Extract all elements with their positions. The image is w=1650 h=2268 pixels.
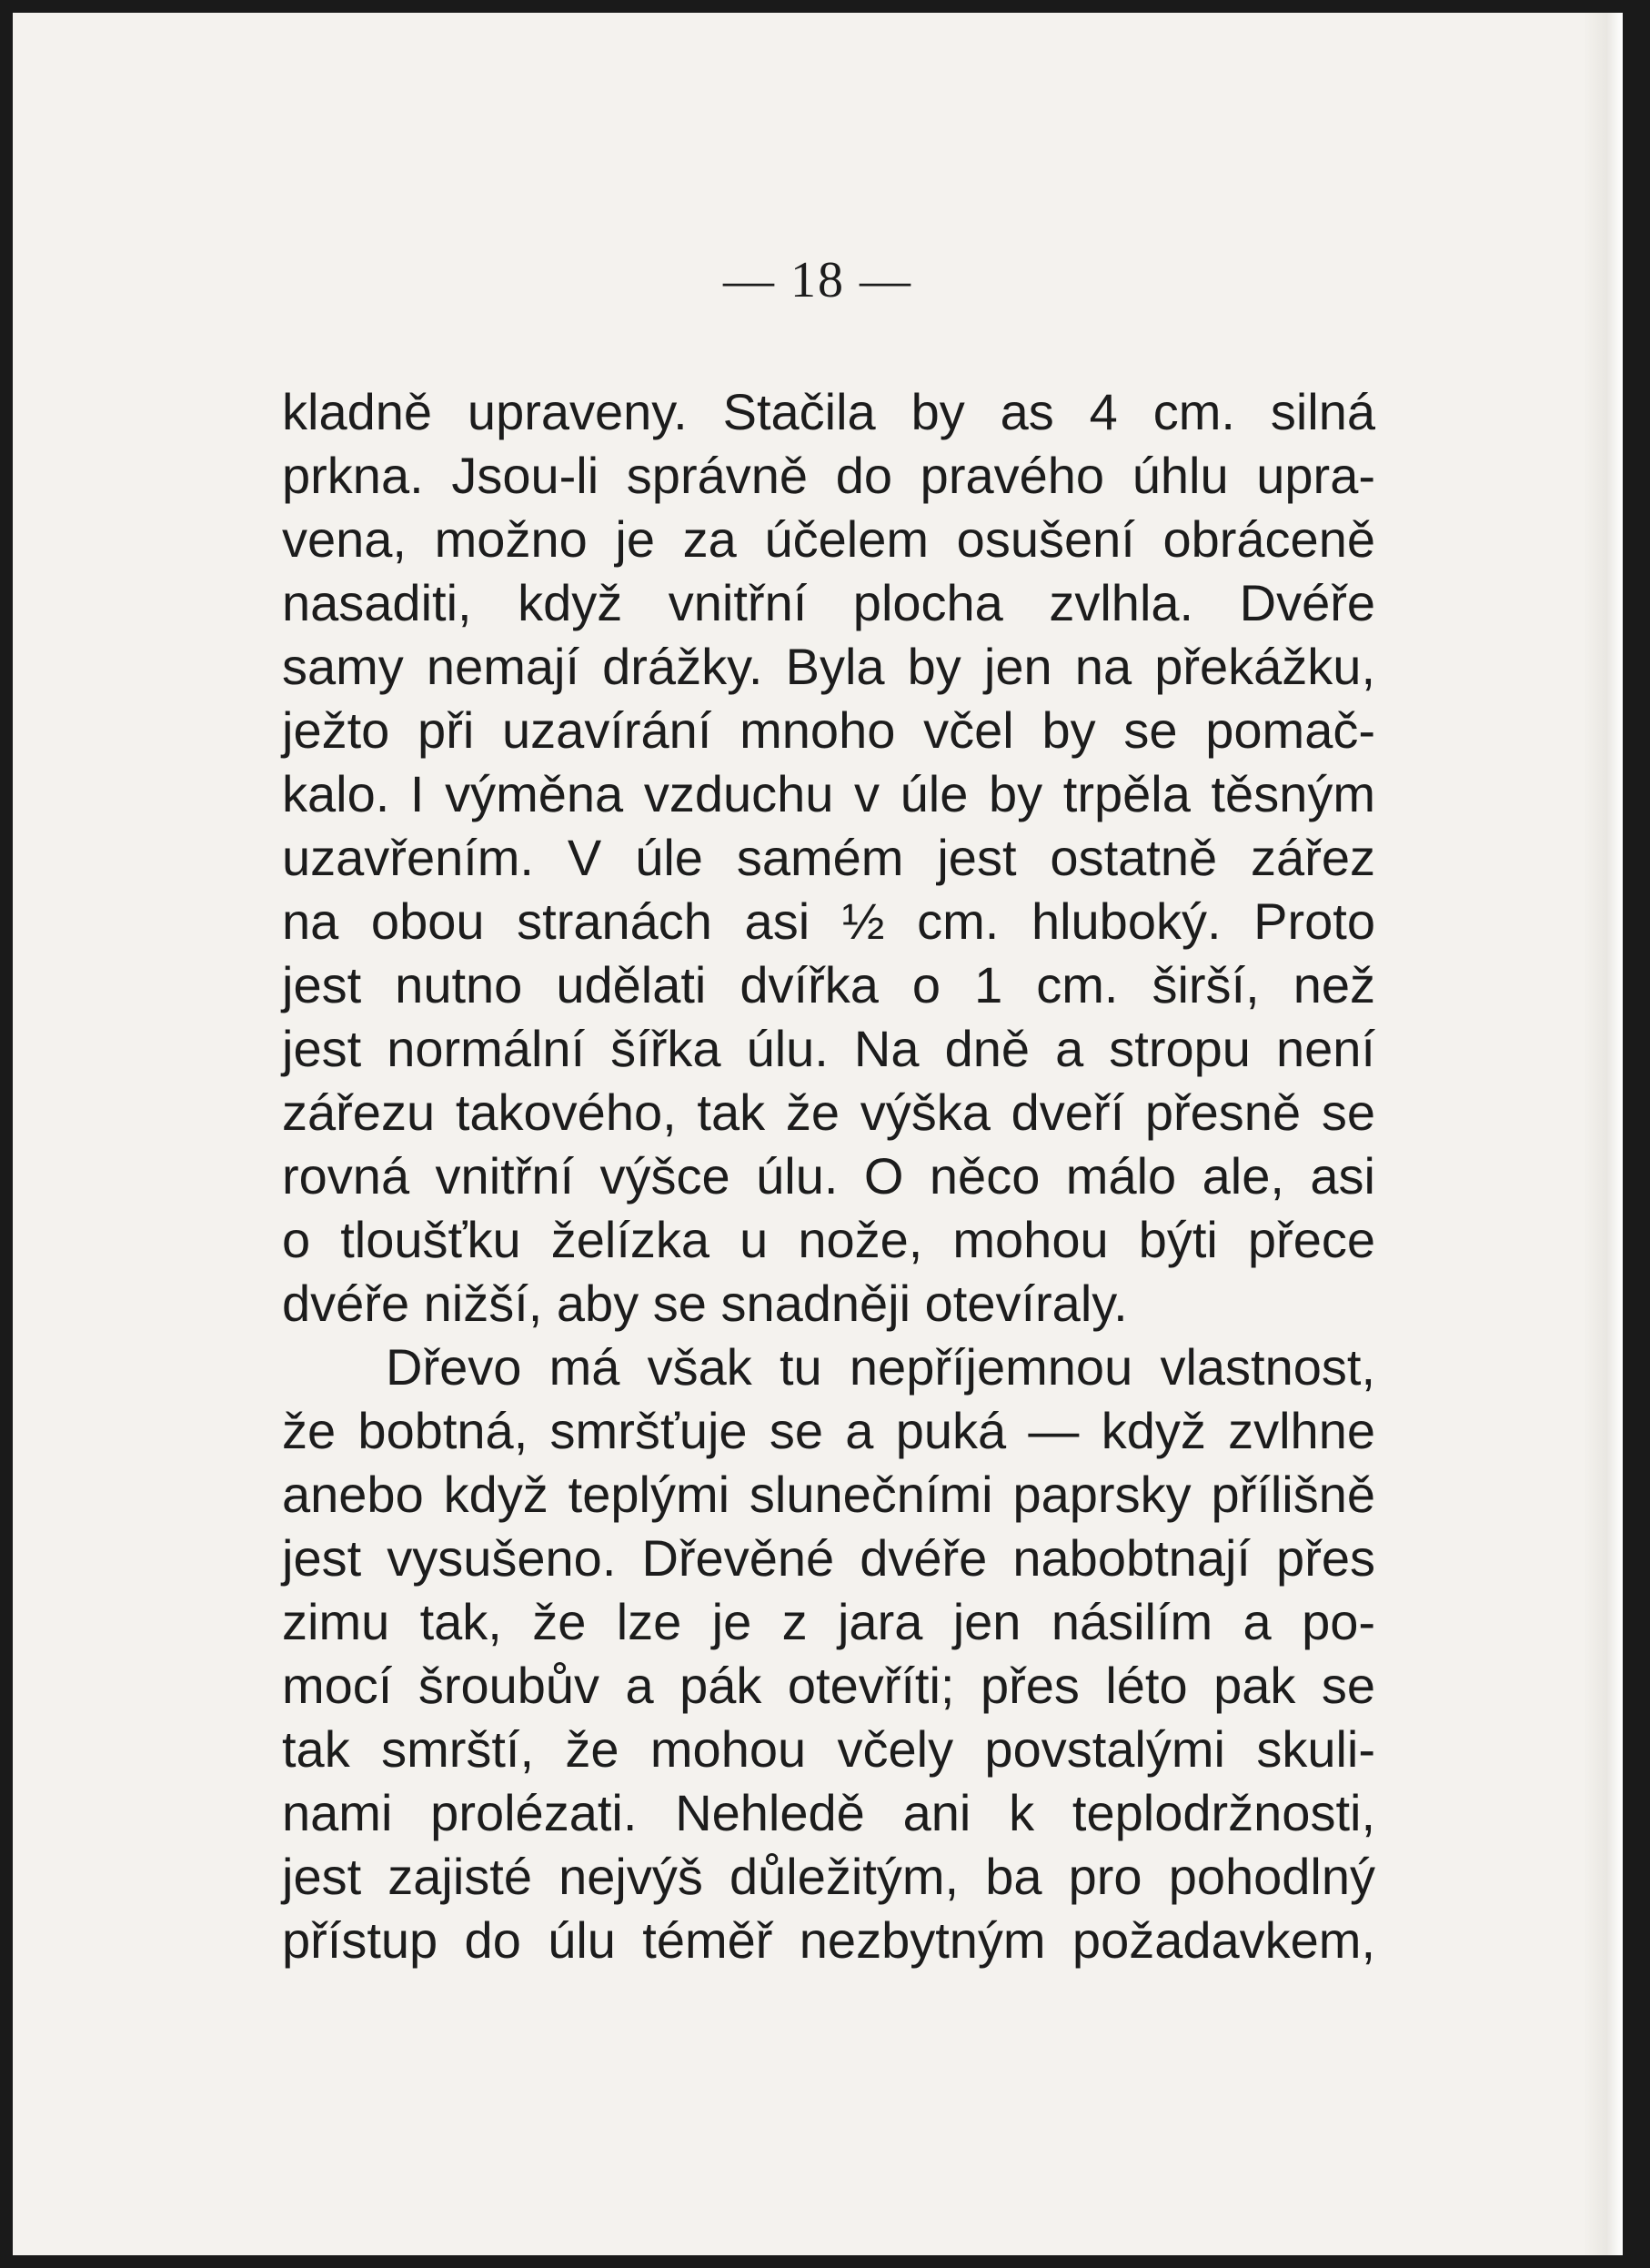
text-line: kladně upraveny. Stačila by as 4 cm. silná	[282, 383, 1375, 440]
text-line: zimu tak, že lze je z jara jen násilím a po-	[282, 1593, 1375, 1650]
text-line: o tloušťku želízka u nože, mohou býti přece	[282, 1211, 1375, 1268]
text-line: nami prolézati. Nehledě ani k teplodržnosti,	[282, 1784, 1375, 1841]
text-line: jest zajisté nejvýš důležitým, ba pro pohodlný	[282, 1848, 1375, 1905]
text-line: prkna. Jsou-li správně do pravého úhlu upra-	[282, 447, 1375, 504]
paragraph-2	[282, 1336, 1375, 1972]
page-edge	[1583, 13, 1623, 2255]
text-line: zářezu takového, tak že výška dveří přesně se	[282, 1084, 1375, 1141]
text-line: nasaditi, když vnitřní plocha zvlhla. Dvéře	[282, 574, 1375, 631]
text-line: vena, možno je za účelem osušení obráceně	[282, 510, 1375, 568]
text-line: jest normální šířka úlu. Na dně a stropu není	[282, 1020, 1375, 1077]
text-line: anebo když teplými slunečními paprsky přílišně	[282, 1466, 1375, 1523]
text-line: tak smrští, že mohou včely povstalými skuli-	[282, 1720, 1375, 1778]
page-number: — 18 —	[723, 252, 912, 308]
paragraph-1	[282, 380, 1375, 1336]
text-line: přístup do úlu téměř nezbytným požadavkem,	[282, 1911, 1375, 1969]
text-line: samy nemají drážky. Byla by jen na překážku,	[282, 638, 1375, 695]
text-line: kalo. I výměna vzduchu v úle by trpěla těsným	[282, 765, 1375, 822]
body-text	[282, 380, 1375, 1972]
text-line: ježto při uzavírání mnoho včel by se pomač-	[282, 701, 1375, 759]
text-line: na obou stranách asi ½ cm. hluboký. Proto	[282, 892, 1375, 950]
text-line: rovná vnitřní výšce úlu. O něco málo ale, asi	[282, 1147, 1375, 1205]
text-line: jest vysušeno. Dřevěné dvéře nabobtnají přes	[282, 1529, 1375, 1587]
text-line: uzavřením. V úle samém jest ostatně zářez	[282, 829, 1375, 886]
text-line: jest nutno udělati dvířka o 1 cm. širší, než	[282, 956, 1375, 1013]
text-line: Dřevo má však tu nepříjemnou vlastnost,	[386, 1338, 1375, 1396]
book-page	[13, 13, 1623, 2255]
text-line: mocí šroubův a pák otevříti; přes léto pak se	[282, 1657, 1375, 1714]
text-line: že bobtná, smršťuje se a puká — když zvlhne	[282, 1402, 1375, 1459]
text-line: dvéře nižší, aby se snadněji otevíraly.	[282, 1275, 1128, 1332]
